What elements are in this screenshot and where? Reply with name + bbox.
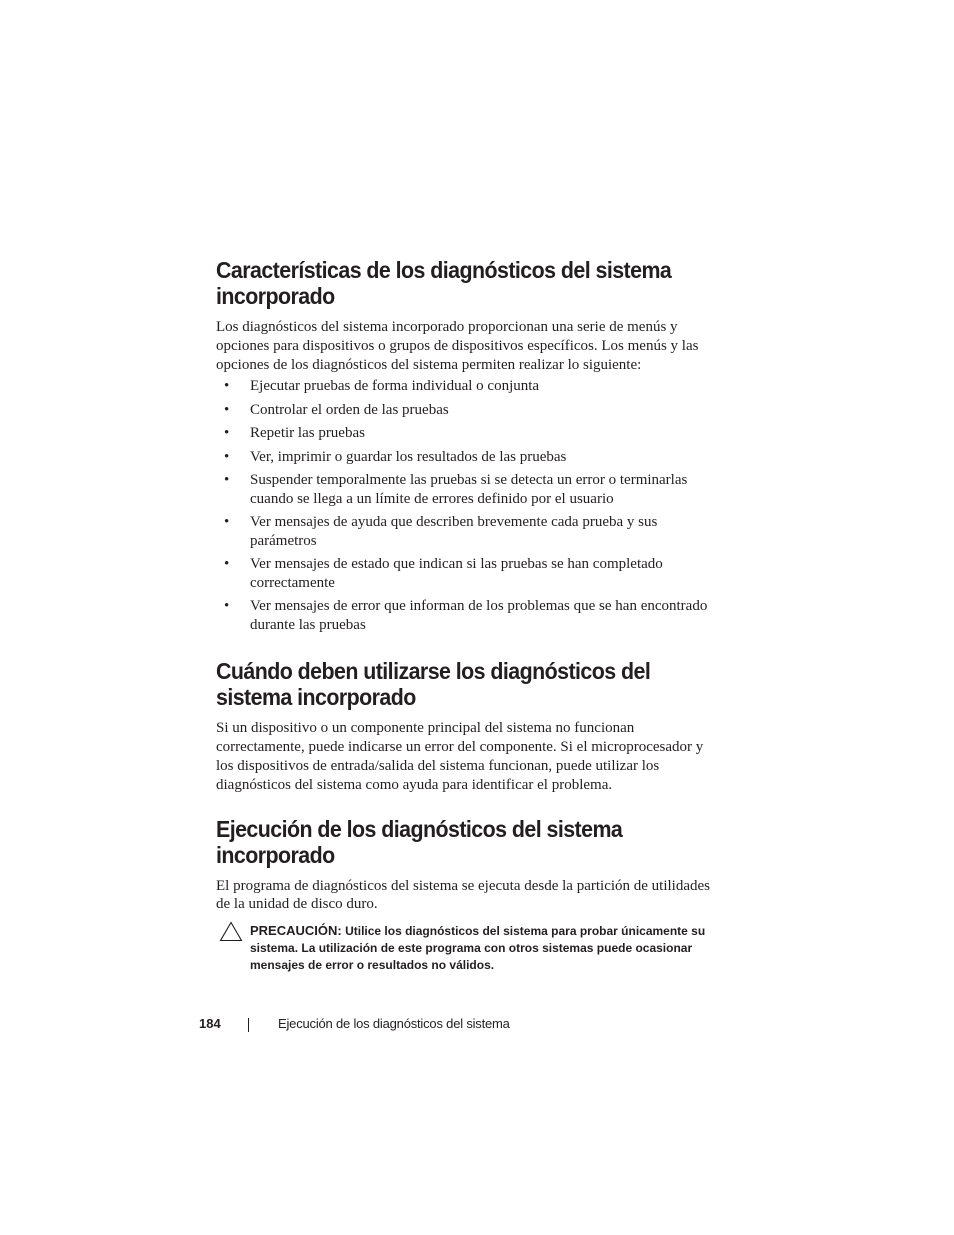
section-paragraph-features: Los diagnósticos del sistema incorporado proporcionan una serie de menús y opciones para dispositivos o grupos de dispositivos específicos. Los menús y las opciones de los diagnósticos del sistema permiten realizar lo siguiente:: [216, 319, 699, 373]
list-item: • Ver, imprimir o guardar los resultados de las pruebas: [224, 448, 567, 465]
bullet-icon: •: [224, 425, 230, 442]
bullet-icon: •: [224, 401, 230, 418]
footer-separator: [248, 1018, 249, 1032]
section-heading-when-to-use: Cuándo deben utilizarse los diagnósticos del sistema incorporado: [216, 658, 651, 711]
list-item: • Ver mensajes de estado que indican si las pruebas se han completado correctamente: [224, 556, 663, 591]
caution-triangle-icon: [219, 921, 243, 947]
section-running: [216, 816, 716, 915]
bullet-icon: •: [224, 556, 230, 573]
footer-chapter-title: Ejecución de los diagnósticos del sistema: [278, 1016, 510, 1031]
section-paragraph-running: El programa de diagnósticos del sistema se ejecuta desde la partición de utilidades de la unidad de disco duro.: [216, 877, 711, 913]
list-item: • Ver mensajes de error que informan de los problemas que se han encontrado durante las pruebas: [224, 598, 708, 633]
section-heading-features: Características de los diagnósticos del sistema incorporado: [216, 257, 672, 309]
section-features: [216, 257, 716, 634]
list-item: • Ver mensajes de ayuda que describen brevemente cada prueba y sus parámetros: [224, 514, 658, 549]
caution-note: [216, 922, 720, 974]
bullet-icon: •: [224, 448, 230, 465]
feature-list: [216, 377, 716, 634]
list-item: • Controlar el orden de las pruebas: [224, 401, 449, 418]
list-item: • Repetir las pruebas: [224, 425, 365, 442]
bullet-icon: •: [224, 598, 230, 615]
section-when-to-use: [216, 658, 716, 794]
bullet-icon: •: [224, 514, 230, 531]
page-number: 184: [199, 1016, 221, 1031]
page-content: [216, 257, 716, 974]
list-item: • Ejecutar pruebas de forma individual o conjunta: [224, 378, 540, 395]
bullet-icon: •: [224, 472, 230, 489]
section-heading-running: Ejecución de los diagnósticos del sistema incorporado: [216, 815, 623, 868]
caution-label: PRECAUCIÓN:: [250, 923, 342, 939]
caution-text: Utilice los diagnósticos del sistema para probar únicamente su sistema. La utilización de este programa con otros sistemas puede ocasionar mensajes de error o resultados no válidos.: [250, 924, 706, 973]
bullet-icon: •: [224, 378, 230, 395]
list-item: • Suspender temporalmente las pruebas si se detecta un error o terminarlas cuando se llega a un límite de errores definido por el usuario: [224, 472, 688, 507]
section-paragraph-when-to-use: Si un dispositivo o un componente principal del sistema no funcionan correctamente, puede indicarse un error del componente. Si el microprocesador y los dispositivos de entrada/salida del sistema funcionan, puede utilizar los diagnósticos del sistema como ayuda para identificar el problema.: [216, 720, 704, 793]
